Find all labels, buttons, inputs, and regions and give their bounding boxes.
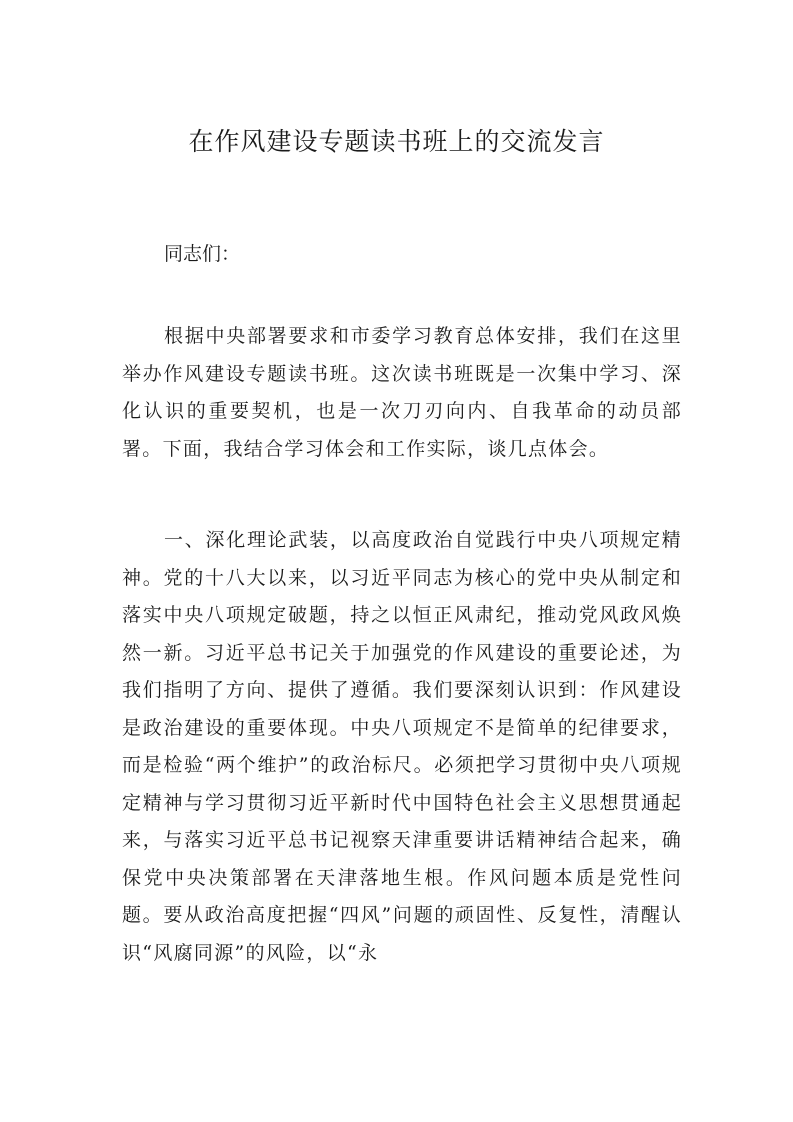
- paragraph-section-one: 一、深化理论武装，以高度政治自觉践行中央八项规定精神。党的十八大以来，以习近平同志为核心的党中央从制定和落实中央八项规定破题，持之以恒正风肃纪，推动党风政风焕然一新。习近平总书记关于加强党的作风建设的重要论述，为我们指明了方向、提供了遵循。我们要深刻认识到：作风建设是政治建设的重要体现。中央八项规定不是简单的纪律要求，而是检验“两个维护”的政治标尺。必须把学习贯彻中央八项规定精神与学习贯彻习近平新时代中国特色社会主义思想贯通起来，与落实习近平总书记视察天津重要讲话精神结合起来，确保党中央决策部署在天津落地生根。作风问题本质是党性问题。要从政治高度把握“四风”问题的顽固性、反复性，清醒认识“风腐同源”的风险，以“永: [122, 529, 682, 964]
- salutation: 同志们：: [164, 243, 241, 265]
- paragraph-intro: 根据中央部署要求和市委学习教育总体安排，我们在这里举办作风建设专题读书班。这次读书班既是一次集中学习、深化认识的重要契机，也是一次刀刃向内、自我革命的动员部署。下面，我结合学习体会和工作实际，谈几点体会。: [122, 325, 682, 460]
- document-title: 在作风建设专题读书班上的交流发言: [188, 127, 605, 156]
